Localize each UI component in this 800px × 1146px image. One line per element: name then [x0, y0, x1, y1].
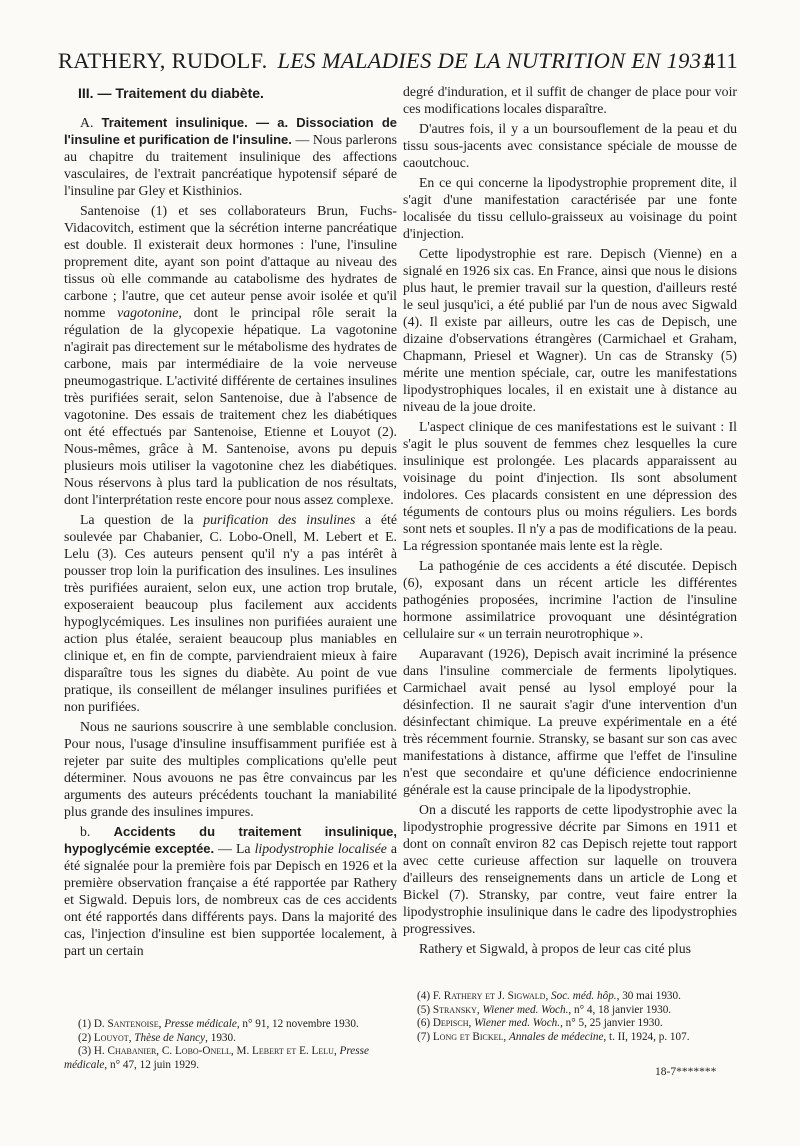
page-number: 411 — [704, 48, 738, 73]
running-head-title: LES MALADIES DE LA NUTRITION EN 1931 — [277, 48, 713, 73]
paragraph: Auparavant (1926), Depisch avait incriminé la présence dans l'insuline commerciale de ferments lipolytiques. Carmichael avait pensé au lysol employé pour la désinfection. Il ne saurait s'agir d'une intervention d'un désinfectant chimique. La preuve expérimentale en a été très récemment fournie. Stransky, se basant sur son cas avec manifestations à distance, affirme que l'effet de l'insuline n'est que secondaire et qu'une déficience endocrinienne générale est la cause principale de la lipodystrophie. — [403, 646, 737, 797]
paragraph-purification: La question de la purification des insulines a été soulevée par Chabanier, C. Lobo-Onell, M. Lebert et E. Lelu (3). Ces auteurs pensent qu'il n'y a pas intérêt à pousser trop loin la purification des insulines. Les insulines très purifiées auraient, selon eux, une action trop brutale, exposeraient beaucoup plus facilement aux accidents hypoglycémiques. Les insulines non purifiées auraient une action plus étalée, seraient beaucoup plus maniables en clinique et, en fin de compte, parviendraient mieux à faire disparaître tous les signes du diabète. Au point de vue pratique, ils conseillent de mélanger insulines purifiées et non purifiées. — [64, 512, 397, 714]
paragraph-conclusion: Nous ne saurions souscrire à une semblable conclusion. Pour nous, l'usage d'insuline insuffisamment purifiée est à rejeter par suite des multiples complications qu'elle peut déterminer. Nous avouons ne pas être convaincus par les arguments des auteurs précédents touchant la maniabilité plus grande des insulines impures. — [64, 719, 397, 819]
footnote: (3) H. Chabanier, C. Lobo-Onell, M. Lebert et E. Lelu, Presse médicale, n° 47, 12 juin 1929. — [64, 1045, 369, 1071]
running-head — [58, 48, 738, 82]
paragraph: D'autres fois, il y a un boursouflement de la peau et du tissu sous-jacents avec consistance spéciale de mousse de caoutchouc. — [403, 121, 737, 170]
printer-signature: 18-7******* — [655, 1066, 717, 1078]
paragraph: En ce qui concerne la lipodystrophie proprement dite, il s'agit d'une manifestation caractérisée par une fonte localisée du tissu cellulo-graisseux au voisinage du point d'injection. — [403, 175, 737, 241]
paragraph: degré d'induration, et il suffit de changer de place pour voir ces modifications locales disparaître. — [403, 84, 737, 116]
paragraph-dissociation: A. Traitement insulinique. — a. Dissociation de l'insuline et purification de l'insuline. — Nous parlerons au chapitre du traitement insulinique des affections vasculaires, de l'extrait pancréatique hypotensif séparé de l'insuline par Gley et Kisthinios. — [64, 115, 398, 198]
paragraph-santenoise: Santenoise (1) et ses collaborateurs Brun, Fuchs-Vidacovitch, estiment que la sécrétion interne pancréatique est double. Il existerait deux hormones : l'une, l'insuline proprement dite, ayant son point d'attaque au niveau des tissus où elle commande au catabolisme des hydrates de carbone ; l'autre, que cet auteur pense avoir isolée et qu'il nomme vagotonine, dont le principal rôle serait la régulation de la glycopexie hépatique. La vagotonine n'agirait pas directement sur le métabolisme des hydrates de carbone, mais par intermédiaire de la voie nerveuse pneumogastrique. L'activité différente de certaines insulines très purifiées serait, selon Santenoise, due à l'absence de vagotonine. Des essais de traitement chez les diabétiques ont été effectués par Santenoise, Etienne et Louyot (2). Nous-mêmes, grâce à M. Santenoise, avons pu depuis plusieurs mois utiliser la vagotonine chez les diabétiques. Nous réservons à plus tard la publication de nos résultats, dont l'interprétation reste encore pour nous assez complexe. — [64, 203, 397, 507]
footnote: (5) Stransky, Wiener med. Woch., n° 4, 18 janvier 1930. — [417, 1003, 672, 1016]
section-heading: III. — Traitement du diabète. — [78, 85, 264, 101]
footnote: (1) D. Santenoise, Presse médicale, n° 91, 12 novembre 1930. — [78, 1018, 359, 1030]
paragraph-accidents: b. Accidents du traitement insulinique, hypoglycémie exceptée. — La lipodystrophie localisée a été signalée pour la première fois par Depisch en 1926 et la première observation française a été rapportée par Rathery et Sigwald. Depuis lors, de nombreux cas de ces accidents ont été rapportés dans différents pays. Dans la majorité des cas, l'injection d'insuline est bien supportée localement, à part un certain — [64, 824, 398, 958]
subsection-heading: Accidents du traitement insulinique, hypoglycémie exceptée. — [64, 824, 397, 856]
subsection-marker: b. — [80, 824, 91, 839]
right-column — [403, 83, 737, 960]
paragraph: L'aspect clinique de ces manifestations est le suivant : Il s'agit le plus souvent de femmes chez lesquelles la cure insulinique est prolongée. Les placards apparaissent au voisinage du point d'injection. Ils sont absolument indolores. Ces placards consistent en une dépression des téguments de contours plus ou moins réguliers. Les bords sont nets et souples. Il n'y a pas de modifications de la peau. La régression spontanée mais lente est la règle. — [403, 419, 737, 553]
left-column — [64, 83, 397, 962]
footnotes-left — [64, 1018, 397, 1072]
subsection-heading: Traitement insulinique. — a. Dissociation de l'insuline et purification de l'insuline. — [64, 115, 398, 147]
running-head-authors: RATHERY, RUDOLF. — [58, 48, 268, 73]
footnotes-right — [403, 990, 737, 1044]
subsection-marker: A. — [80, 115, 94, 130]
paragraph: Rathery et Sigwald, à propos de leur cas cité plus — [419, 941, 692, 956]
footnote: (2) Louyot, Thèse de Nancy, 1930. — [78, 1031, 236, 1044]
paragraph: La pathogénie de ces accidents a été discutée. Depisch (6), exposant dans un récent article les différentes pathogénies proposées, incrimine l'action de l'insuline hormone assimilatrice provoquant une désintégration cellulaire sur « un terrain neurotrophique ». — [403, 558, 737, 641]
footnote: (4) F. Rathery et J. Sigwald, Soc. méd. hôp., 30 mai 1930. — [417, 990, 681, 1002]
paragraph: Cette lipodystrophie est rare. Depisch (Vienne) en a signalé en 1926 six cas. En France, ainsi que nous le disions plus haut, le premier travail sur la question, d'ailleurs resté le seul jusqu'ici, a été publié par l'un de nous avec Sigwald (4). Il existe par ailleurs, outre les cas de Depisch, une dizaine d'observations étrangères (Carmichael et Graham, Chapmann, Priesel et Wagner). Un cas de Stransky (5) mérite une mention spéciale, car, outre les manifestations lipodystrophiques locales, il en existait une à distance au niveau de la joue droite. — [403, 246, 737, 414]
footnote: (7) Long et Bickel, Annales de médecine, t. II, 1924, p. 107. — [417, 1030, 690, 1043]
paragraph: On a discuté les rapports de cette lipodystrophie avec la lipodystrophie progressive décrite par Simons en 1911 et dont on connaît environ 82 cas Depisch rejette tout rapport avec cette curieuse affection sur laquelle on trouvera d'ailleurs des renseignements dans un article de Long et Bickel (7). Stransky, par contre, veut faire entrer la lipodystrophie insulinique dans le cadre des lipodystrophies progressives. — [403, 802, 737, 936]
footnote: (6) Depisch, Wiener med. Woch., n° 5, 25 janvier 1930. — [417, 1017, 663, 1030]
